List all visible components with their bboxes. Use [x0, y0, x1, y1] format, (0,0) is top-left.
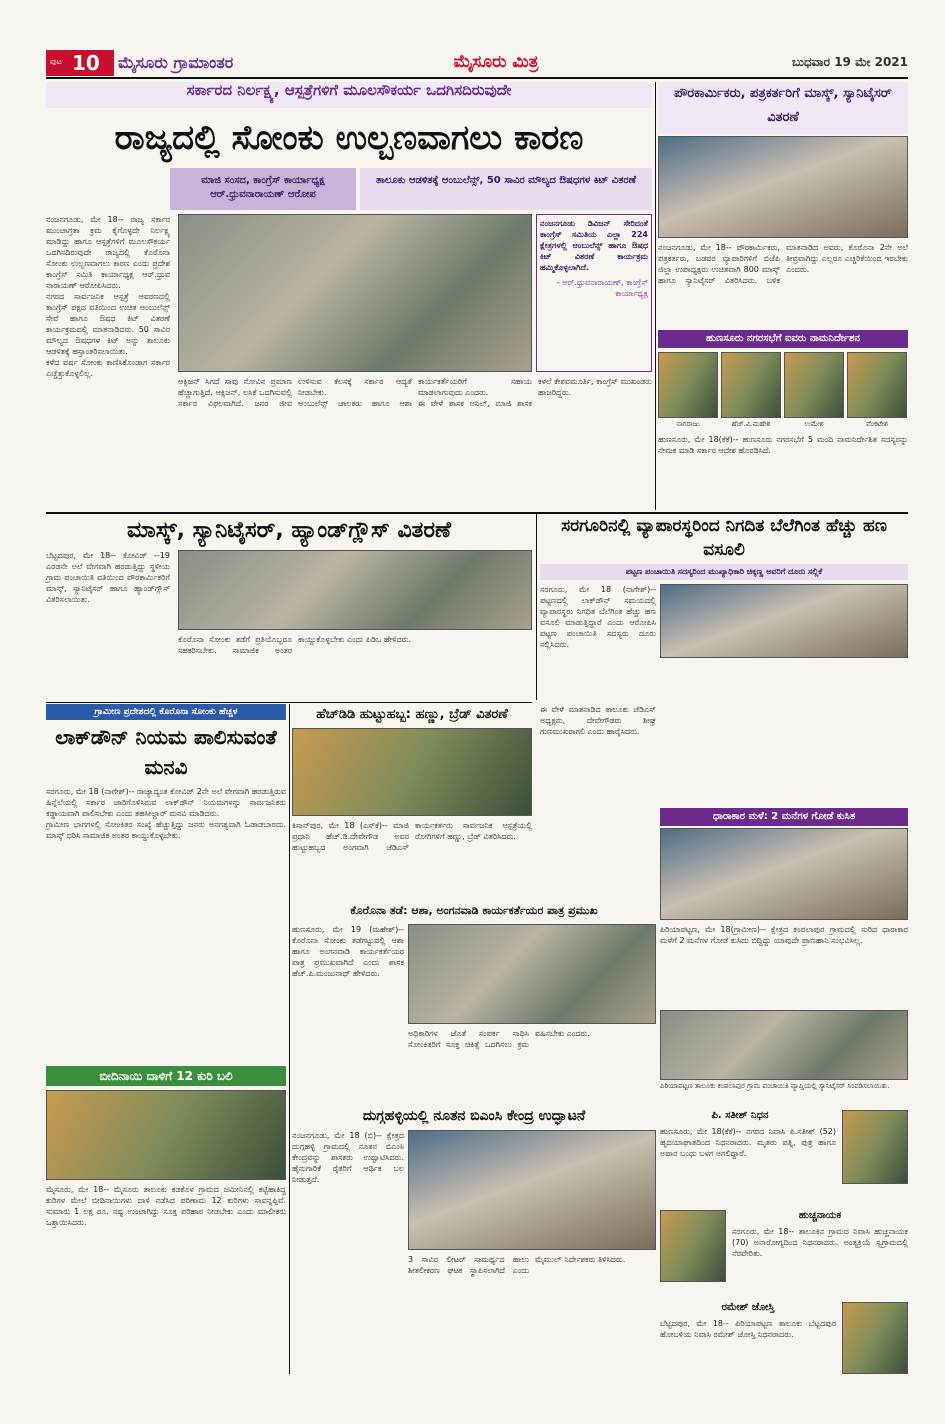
asha-body: ಹುಣಸೂರು, ಮೇ 19 (ಮಹೇಶ್)-- ಕೊರೊನಾ ಸೋಂಕು ತಡೆಗಟ್ಟುವಲ್ಲಿ ಆಶಾ ಹಾಗೂ ಅಂಗನವಾಡಿ ಕಾರ್ಯಕರ್ತೆಯರ ಪಾತ್ರ ಪ್ರಮುಖವಾಗಿದೆ ಎಂದು ಶಾಸಕ ಹೆಚ್.ಪಿ.ಮಂಜುನಾಥ್ ಹೇಳಿದರು.	[292, 925, 407, 978]
obit-2-headline: ಹುಚ್ಚನಾಯಕ	[798, 1210, 842, 1221]
portrait-name-3: ಉಮೇಶ	[804, 420, 824, 428]
lockdown-kicker: ಗ್ರಾಮೀಣ ಪ್ರದೇಶದಲ್ಲಿ ಕೊರೊನಾ ಸೋಂಕು ಹೆಚ್ಚಳ	[46, 704, 286, 720]
lead-sidebar-quote: ನಂಜನಗೂಡು ಡಿವಿಜನ್ ಸೇರಿದಂತೆ ಕಾಂಗ್ರೆಸ್ ಸಮಿತಿಯ ಎಲ್ಲಾ 224 ಕ್ಷೇತ್ರಗಳಲ್ಲಿ ಆಂಬುಲೆನ್ಸ್ ಹಾಗೂ ಔಷಧ ಕಿಟ್ ವಿತರಣೆ ಕಾರ್ಯಕ್ರಮ ಹಮ್ಮಿಕೊಳ್ಳಲಾಗಿದೆ.	[540, 219, 651, 272]
portrait-1	[658, 352, 718, 418]
saragur-photo	[660, 584, 908, 658]
obit-3-body: ಬೆಟ್ಟದಪುರ, ಮೇ 18-- ಪಿರಿಯಾಪಟ್ಟಣ ತಾಲೂಕು ಬೆಟ್ಟದಪುರ ಹೋಬಳಿಯ ನಿವಾಸಿ ರಮೇಶ್ ಜೋಸ್ತಿ ನಿಧನರಾದರು.	[660, 1319, 839, 1339]
mask-photo	[178, 550, 532, 630]
portrait-name-1: ನಾಗರಾಜು	[676, 420, 700, 428]
lead-sidebar-byline: - ಆರ್.ಧ್ರುವನಾರಾಯಣ್, ಕಾಂಗ್ರೆಸ್ ಕಾರ್ಯಾಧ್ಯಕ್ಷ	[556, 278, 651, 298]
obit-3	[660, 1302, 908, 1374]
bmc-body-2: 3 ಸಾವಿರ ಲೀಟರ್ ಸಾಮರ್ಥ್ಯದ ಹಾಲು ಶೀತಲೀಕರಣ ಘಟಕ ಸ್ಥಾಪಿಸಲಾಗಿದೆ ಎಂದು ಮೈಮುಲ್ ನಿರ್ದೇಶಕರು ತಿಳಿಸಿದರು.	[408, 1255, 626, 1275]
mask-body: ಬೆಟ್ಟದಪುರ, ಮೇ 18-- ಕೋವಿಡ್ --19 ಎರಡನೇ ಅಲೆ ವೇಗವಾಗಿ ಹರಡುತ್ತಿದ್ದು ಸ್ಥಳೀಯ ಗ್ರಾಮ ಪಂಚಾಯಿತಿ ವತಿಯಿಂದ ಪೌರಕಾರ್ಮಿಕರಿಗೆ ಮಾಸ್ಕ್, ಸ್ಯಾನಿಟೈಸರ್ ಹಾಗೂ ಹ್ಯಾಂಡ್‌ಗ್ಲೌಸ್ ವಿತರಿಸಲಾಯಿತು.	[46, 551, 173, 604]
mask-body-2: ಕೊರೊನಾ ಸೋಂಕು ತಡೆಗೆ ಪ್ರತಿಯೊಬ್ಬರೂ ಸಹಕರಿಸಬೇಕು. ಸಾಮಾಜಿಕ ಅಂತರ ಕಾಯ್ದುಕೊಳ್ಳಬೇಕು ಎಂದು ಪಿಡಿಒ ಹೇಳಿದರು.	[178, 635, 411, 655]
obit-1	[660, 1110, 908, 1206]
saragur-body: ಸರಗೂರು, ಮೇ 18 (ನಾಗೇಶ್)-- ಪಟ್ಟಣದಲ್ಲಿ ಲಾಕ್‌ಡೌನ್ ಸಮಯದಲ್ಲಿ ವ್ಯಾಪಾರಸ್ಥರು ನಿಗದಿತ ಬೆಲೆಗಿಂತ ಹೆಚ್ಚು ಹಣ ವಸೂಲಿ ಮಾಡುತ್ತಿದ್ದಾರೆ ಎಂದು ಆರೋಪಿಸಿ ಪಟ್ಟಣ ಪಂಚಾಯಿತಿ ಸದಸ್ಯರು ದೂರು ಸಲ್ಲಿಸಿದರು.	[540, 585, 659, 649]
page-label: ಪುಟ	[50, 57, 62, 66]
lead-photo	[178, 214, 532, 372]
rain-body: ಪಿರಿಯಾಪಟ್ಟಣ, ಮೇ 18(ಗ್ರಾಮೀಣ)-- ಕ್ಷೇತ್ರದ ಕಂಪಲಾಪುರ ಗ್ರಾಮದಲ್ಲಿ ಸುರಿದ ಧಾರಾಕಾರ ಮಳೆಗೆ 2 ಮನೆಗಳ ಗೋಡೆ ಕುಸಿದು ಬಿದ್ದಿದ್ದು ಯಾವುದೇ ಪ್ರಾಣಹಾನಿ ಸಂಭವಿಸಿಲ್ಲ.	[660, 925, 911, 945]
lead-kicker: ಸರ್ಕಾರದ ನಿರ್ಲಕ್ಷ್ಯ, ಆಸ್ಪತ್ರೆಗಳಿಗೆ ಮೂಲಸೌಕರ್ಯ ಒದಗಿಸದಿರುವುದೇ	[46, 82, 652, 108]
bmc-headline: ದುಗ್ಗಹಳ್ಳಿಯಲ್ಲಿ ನೂತನ ಬಿಎಂಸಿ ಕೇಂದ್ರ ಉದ್ಘಾಟನೆ	[362, 1108, 586, 1124]
portrait-name-4: ವೆಂಕಟೇಶ	[866, 420, 888, 428]
bread-headline: ಹೆಚ್‌ಡಿಡಿ ಹುಟ್ಟುಹಬ್ಬ: ಹಣ್ಣು, ಬ್ರೆಡ್ ವಿತರಣೆ	[316, 707, 508, 722]
issue-date: ಬುಧವಾರ 19 ಮೇ 2021	[792, 55, 908, 69]
lead-body-left: ನಂಜನಗೂಡು, ಮೇ 18-- ರಾಜ್ಯ ಸರ್ಕಾರ ಮುಂಜಾಗ್ರತಾ ಕ್ರಮ ಕೈಗೊಳ್ಳದೇ ನಿರ್ಲಕ್ಷ್ಯ ಮಾಡಿದ್ದು ಹಾಗೂ ಆಸ್ಪತ್ರೆಗಳಿಗೆ ಮೂಲಸೌಕರ್ಯ ಒದಗಿಸದಿರುವುದೇ ರಾಜ್ಯದಲ್ಲಿ ಕೊರೊನಾ ಸೋಂಕು ಉಲ್ಬಣವಾಗಲು ಕಾರಣ ಎಂದು ಪ್ರದೇಶ ಕಾಂಗ್ರೆಸ್ ಸಮಿತಿ ಕಾರ್ಯಾಧ್ಯಕ್ಷ ಆರ್.ಧ್ರುವ ನಾರಾಯಣ್ ಆರೋಪಿಸಿದರು. ನಗರದ ಸಾರ್ವಜನಿಕ ಆಸ್ಪತ್ರೆ ಆವರಣದಲ್ಲಿ ಕಾಂಗ್ರೆಸ್ ಪಕ್ಷದ ವತಿಯಿಂದ ಉಚಿತ ಆಂಬುಲೆನ್ಸ್ ಸೇವೆ ಹಾಗೂ ಔಷಧ ಕಿಟ್ ವಿತರಣೆ ಕಾರ್ಯಕ್ರಮದಲ್ಲಿ ಮಾತನಾಡಿದರು. 50 ಸಾವಿರ ಮೌಲ್ಯದ ಔಷಧಗಳ ಕಿಟ್ ಅನ್ನು ತಾಲೂಕು ಆಡಳಿತಕ್ಕೆ ಹಸ್ತಾಂತರಿಸಲಾಯಿತು. ಕಳೆದ ವರ್ಷ ಸೋಂಕು ಕಾಣಿಸಿಕೊಂಡಾಗ ಸರ್ಕಾರ ಎಚ್ಚೆತ್ತುಕೊಳ್ಳಲಿಲ್ಲ.	[46, 215, 170, 378]
column-rule-2	[536, 514, 537, 700]
asha-photo	[408, 924, 656, 1024]
lead-sub-right: ತಾಲೂಕು ಆಡಳಿತಕ್ಕೆ ಆಂಬುಲೆನ್ಸ್, 50 ಸಾವಿರ ಮೌಲ್ಯದ ಔಷಧಗಳ ಕಿಟ್ ವಿತರಣೆ	[360, 168, 652, 210]
bmc-photo	[408, 1130, 656, 1250]
portrait-name-2: ಹೆಚ್.ವಿ.ಮಹೇಶ	[731, 420, 771, 428]
lead-sidebar	[536, 214, 652, 372]
sheep-body: ಮೈಸೂರು, ಮೇ 18-- ಮೈಸೂರು ತಾಲೂಕು ಕಡಕೊಳ ಗ್ರಾಮದ ಜಮೀನಿನಲ್ಲಿ ಕಟ್ಟಿಹಾಕಿದ್ದ ಕುರಿಗಳ ಮೇಲೆ ಬೀದಿನಾಯಿಗಳು ದಾಳಿ ನಡೆಸಿದ ಪರಿಣಾಮ 12 ಕುರಿಗಳು ಸಾವನ್ನಪ್ಪಿವೆ. ಸುಮಾರು 1 ಲಕ್ಷ ರೂ. ನಷ್ಟ ಉಂಟಾಗಿದ್ದು ಸೂಕ್ತ ಪರಿಹಾರ ನೀಡಬೇಕು ಎಂದು ಮಾಲೀಕರು ಒತ್ತಾಯಿಸಿದರು.	[46, 1185, 289, 1227]
bread-body: ಕಿಸಾನ್‌ಪುರ, ಮೇ 18 (ಎಸ್‌ಕೆ)-- ಮಾಜಿ ಪ್ರಧಾನಿ ಹೆಚ್.ಡಿ.ದೇವೇಗೌಡ ಅವರ ಹುಟ್ಟುಹಬ್ಬದ ಅಂಗವಾಗಿ ಜೆಡಿಎಸ್ ಕಾರ್ಯಕರ್ತರು ಸಾರ್ವಜನಿಕ ಆಸ್ಪತ್ರೆಯಲ್ಲಿ ರೋಗಿಗಳಿಗೆ ಹಣ್ಣು, ಬ್ರೆಡ್ ವಿತರಿಸಿದರು.	[292, 821, 535, 852]
nomination-portraits	[658, 352, 908, 432]
lockdown-body: ಸರಗೂರು, ಮೇ 18 (ನಾಗೇಶ್)-- ರಾಜ್ಯಾದ್ಯಂತ ಕೋವಿಡ್ 2ನೇ ಅಲೆ ವೇಗವಾಗಿ ಹರಡುತ್ತಿರುವ ಹಿನ್ನೆಲೆಯಲ್ಲಿ ಸರ್ಕಾರ ಜಾರಿಗೊಳಿಸಿರುವ ಲಾಕ್‌ಡೌನ್ ನಿಯಮಗಳನ್ನು ಸಾರ್ವಜನಿಕರು ಕಡ್ಡಾಯವಾಗಿ ಪಾಲಿಸಬೇಕು ಎಂದು ತಹಸೀಲ್ದಾರ್ ಮನವಿ ಮಾಡಿದರು. ಗ್ರಾಮೀಣ ಭಾಗಗಳಲ್ಲಿ ಸೋಂಕಿತರ ಸಂಖ್ಯೆ ಹೆಚ್ಚುತ್ತಿದ್ದು ಜನರು ಅನಗತ್ಯವಾಗಿ ಓಡಾಡಬಾರದು. ಮಾಸ್ಕ್ ಧರಿಸಿ ಸಾಮಾಜಿಕ ಅಂತರ ಕಾಯ್ದುಕೊಳ್ಳಬೇಕು.	[46, 787, 286, 840]
right-top-body: ನಂಜನಗೂಡು, ಮೇ 18-- ಪೌರಕಾರ್ಮಿಕರು, ಪತ್ರಕರ್ತರು, ಬಡವರ ವ್ಯಾಪಾರಿಗಳಿಗೆ ಬಿಜೆಪಿ ಜಿಲ್ಲಾ ಉಪಾಧ್ಯಕ್ಷರು ಉಚಿತವಾಗಿ 800 ಮಾಸ್ಕ್ ಹಾಗೂ ಸ್ಯಾನಿಟೈಸರ್ ವಿತರಿಸಿದರು. ಬಳಿಕ ಮಾತನಾಡಿದ ಅವರು, ಕೊರೊನಾ 2ನೇ ಅಲೆ ತೀವ್ರವಾಗಿದ್ದು ಎಲ್ಲರೂ ಎಚ್ಚರಿಕೆಯಿಂದ ಇರಬೇಕು ಎಂದರು.	[658, 243, 911, 285]
divider-2	[46, 702, 532, 703]
lockdown-headline: ಲಾಕ್‌ಡೌನ್ ನಿಯಮ ಪಾಲಿಸುವಂತೆ ಮನವಿ	[55, 725, 277, 779]
column-rule-1	[655, 82, 656, 510]
obit-2	[660, 1210, 911, 1298]
lead-sub-left: ಮಾಜಿ ಸಂಸದ, ಕಾಂಗ್ರೆಸ್ ಕಾರ್ಯಾಧ್ಯಕ್ಷ ಆರ್.ಧ್ರುವನಾರಾಯಣ್ ಆರೋಪ	[170, 168, 356, 210]
asha-body-2: ಅಧಿಕಾರಿಗಳ ಜೊತೆ ಸಂಪರ್ಕ ಸಾಧಿಸಿ ಸೋಂಕಿತರಿಗೆ ಸೂಕ್ತ ಚಿಕಿತ್ಸೆ ಒದಗಿಸಲು ಕ್ರಮ ವಹಿಸಬೇಕು ಎಂದರು.	[408, 1029, 590, 1049]
obit-3-photo	[842, 1302, 908, 1374]
nomination-body: ಹುಣಸೂರು, ಮೇ 18(ಕೆಕೆ)-- ಹುಣಸೂರು ನಗರಸಭೆಗೆ 5 ಮಂದಿ ನಾಮನಿರ್ದೇಶಿತ ಸದಸ್ಯರನ್ನು ನೇಮಕ ಮಾಡಿ ಸರ್ಕಾರ ಆದೇಶ ಹೊರಡಿಸಿದೆ.	[658, 435, 911, 455]
obit-1-body: ಹುಣಸೂರು, ಮೇ 18(ಕೆಕೆ)-- ನಗರದ ನಿವಾಸಿ ಪಿ.ಸತೀಶ್ (52) ಹೃದಯಾಘಾತದಿಂದ ನಿಧನರಾದರು. ಮೃತರು ಪತ್ನಿ, ಪುತ್ರ ಹಾಗೂ ಅಪಾರ ಬಂಧು ಬಳಗ ಅಗಲಿದ್ದಾರೆ.	[660, 1127, 839, 1158]
page-number: 10	[72, 51, 100, 75]
obit-1-photo	[842, 1110, 908, 1184]
masthead	[46, 50, 908, 76]
masthead-rule	[46, 77, 908, 79]
bmc-body: ನಂಜನಗೂಡು, ಮೇ 18 (ಬಿ)-- ಕ್ಷೇತ್ರದ ದುಗ್ಗಹಳ್ಳಿ ಗ್ರಾಮದಲ್ಲಿ ನೂತನ ಬಿಎಂಸಿ ಕೇಂದ್ರವನ್ನು ಶಾಸಕರು ಉದ್ಘಾಟಿಸಿದರು. ಹೈನುಗಾರಿಕೆ ರೈತರಿಗೆ ಆರ್ಥಿಕ ಬಲ ನೀಡುತ್ತದೆ.	[292, 1131, 407, 1184]
obit-3-headline: ರಮೇಶ್ ಜೋಸ್ತಿ	[721, 1302, 775, 1313]
section-name: ಮೈಸೂರು ಗ್ರಾಮಾಂತರ	[118, 53, 234, 72]
obit-2-body: ಸರಗೂರು, ಮೇ 18-- ತಾಲೂಕಿನ ಗ್ರಾಮದ ನಿವಾಸಿ ಹುಚ್ಚನಾಯಕ (70) ಅನಾರೋಗ್ಯದಿಂದ ನಿಧನರಾದರು. ಅಂತ್ಯಕ್ರಿಯೆ ಸ್ವಗ್ರಾಮದಲ್ಲಿ ನೆರವೇರಿತು.	[732, 1227, 911, 1258]
nomination-headline: ಹುಣಸೂರು ನಗರಸಭೆಗೆ ಐವರು ನಾಮನಿರ್ದೇಶನ	[658, 330, 908, 348]
obit-2-photo	[660, 1210, 726, 1282]
rain-photo-2	[660, 1010, 908, 1080]
lead-headline: ರಾಜ್ಯದಲ್ಲಿ ಸೋಂಕು ಉಲ್ಬಣವಾಗಲು ಕಾರಣ	[114, 118, 584, 158]
asha-headline: ಕೊರೊನಾ ತಡೆ: ಆಶಾ, ಅಂಗನವಾಡಿ ಕಾರ್ಯಕರ್ತೆಯರ ಪಾತ್ರ ಪ್ರಮುಖ	[350, 904, 598, 917]
obit-1-headline: ಪಿ. ಸತೀಶ್ ನಿಧನ	[711, 1110, 769, 1121]
portrait-4	[847, 352, 907, 418]
paper-name: ಮೈಸೂರು ಮಿತ್ರ	[453, 52, 539, 72]
portrait-3	[784, 352, 844, 418]
column-rule-3	[289, 704, 290, 1374]
lead-body-center: ಆಕ್ಸಿಜನ್ ಸಿಗದೆ ಸಾವು ನೋವಿನ ಪ್ರಮಾಣ ಹೆಚ್ಚಾಗುತ್ತಿದೆ. ಆಕ್ಸಿಜನ್, ಲಸಿಕೆ ಒದಗಿಸುವಲ್ಲಿ ಸರ್ಕಾರ ವಿಫಲವಾಗಿದೆ. ಜನರ ಜೀವ ಉಳಿಸುವ ಕೆಲಸಕ್ಕೆ ಸರ್ಕಾರ ಆದ್ಯತೆ ನೀಡಬೇಕು. ಆಂಬುಲೆನ್ಸ್ ಚಾಲಕರು ಹಾಗೂ ಆಶಾ ಕಾರ್ಯಕರ್ತೆಯರಿಗೆ ಸಹಾಯ ಮಾಡಲಾಗುವುದು ಎಂದರು. ಈ ವೇಳೆ ಶಾಸಕ ಅನಿಲ್, ಮಾಜಿ ಶಾಸಕ ಕಳಲೆ ಕೇಶವಮೂರ್ತಿ, ಕಾಂಗ್ರೆಸ್ ಮುಖಂಡರು ಹಾಜರಿದ್ದರು.	[178, 377, 652, 408]
sheep-headline: ಬೀದಿನಾಯಿ ದಾಳಿಗೆ 12 ಕುರಿ ಬಲಿ	[46, 1066, 286, 1086]
portrait-2	[721, 352, 781, 418]
right-top-headline: ಪೌರಕಾರ್ಮಿಕರು, ಪತ್ರಕರ್ತರಿಗೆ ಮಾಸ್ಕ್, ಸ್ಯಾನಿಟೈಸರ್ ವಿತರಣೆ	[658, 82, 908, 134]
sheep-photo	[46, 1090, 286, 1180]
rain-headline: ಧಾರಾಕಾರ ಮಳೆ: 2 ಮನೆಗಳ ಗೋಡೆ ಕುಸಿತ	[660, 808, 908, 826]
bread-photo	[292, 728, 532, 816]
page-number-box	[46, 50, 114, 76]
bread-body-2: ಈ ವೇಳೆ ಮಾತನಾಡಿದ ತಾಲೂಕು ಜೆಡಿಎಸ್ ಅಧ್ಯಕ್ಷರು, ದೇವೇಗೌಡರು ಶೀಘ್ರ ಗುಣಮುಖರಾಗಲಿ ಎಂದು ಹಾರೈಸಿದರು.	[540, 705, 659, 736]
saragur-headline: ಸರಗೂರಿನಲ್ಲಿ ವ್ಯಾಪಾರಸ್ಥರಿಂದ ನಿಗದಿತ ಬೆಲೆಗಿಂತ ಹೆಚ್ಚು ಹಣ ವಸೂಲಿ	[561, 516, 887, 560]
mask-headline: ಮಾಸ್ಕ್, ಸ್ಯಾನಿಟೈಸರ್, ಹ್ಯಾಂಡ್‌ಗ್ಲೌಸ್ ವಿತರಣೆ	[127, 518, 451, 543]
rain-caption: ಪಿರಿಯಾಪಟ್ಟಣ ತಾಲೂಕು ಕಂಪಲಾಪುರ ಗ್ರಾಮ ಪಂಚಾಯಿತಿ ವ್ಯಾಪ್ತಿಯಲ್ಲಿ ಸ್ಯಾನಿಟೈಸರ್ ಸಿಂಪಡಿಸಲಾಯಿತು.	[660, 1082, 890, 1090]
rain-photo	[660, 828, 908, 920]
saragur-deck: ಪಟ್ಟಣ ಪಂಚಾಯಿತಿ ಸದಸ್ಯರಿಂದ ಮುಖ್ಯಾಧಿಕಾರಿ ಚಿಕ್ಕಣ್ಣ ಅವರಿಗೆ ದೂರು ಸಲ್ಲಿಕೆ	[540, 564, 908, 580]
right-top-photo	[658, 136, 908, 238]
